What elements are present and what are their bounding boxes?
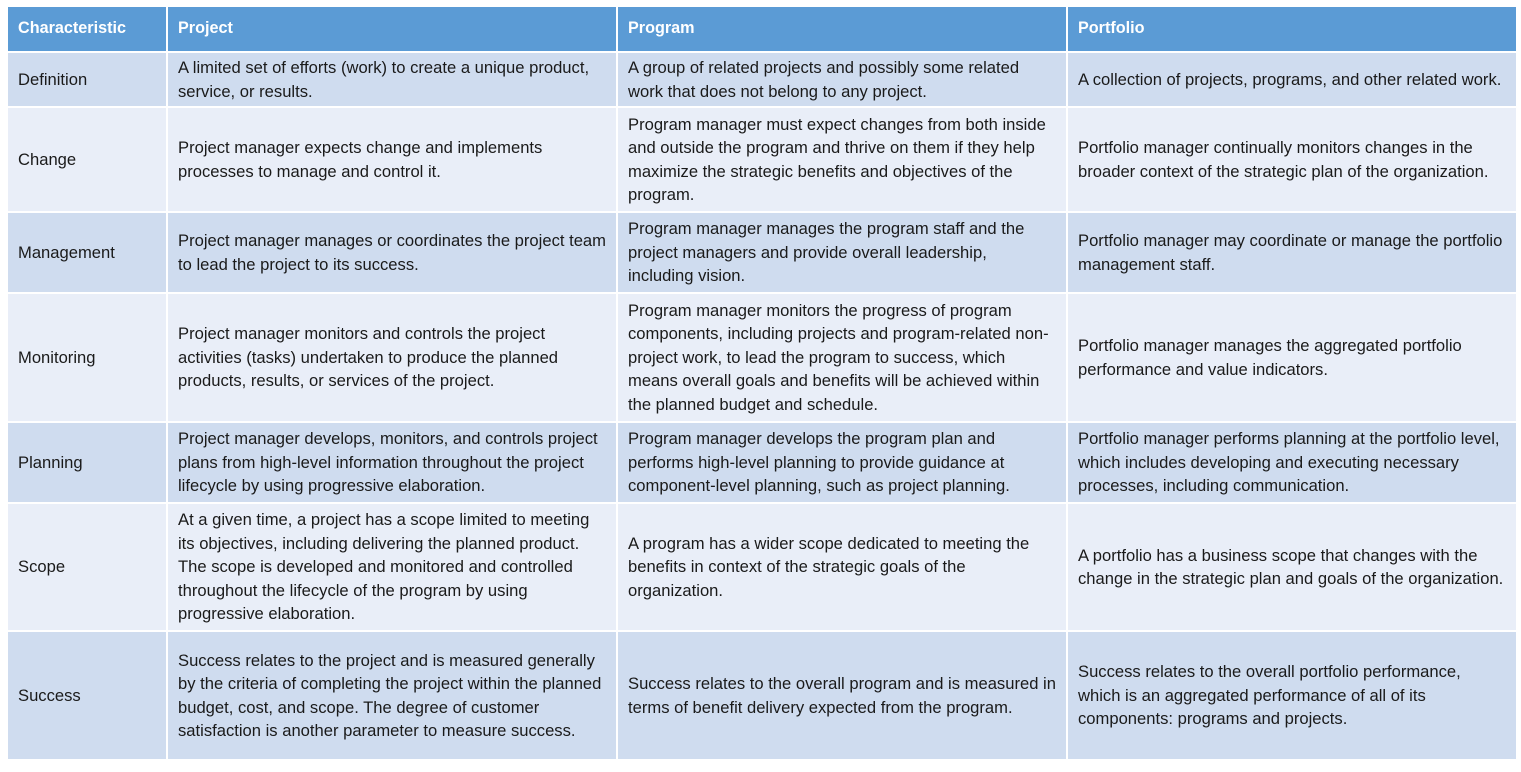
- comparison-table-container: [6, 5, 1516, 761]
- header-project: Project: [167, 6, 617, 52]
- header-portfolio: Portfolio: [1067, 6, 1517, 52]
- cell-program: Program manager develops the program plan and performs high-level planning to provide guidance at component-level planning, such as project planning.: [617, 422, 1067, 503]
- table-row-scope: [7, 503, 1517, 631]
- table-row-management: [7, 212, 1517, 293]
- table-header-row: [7, 6, 1517, 52]
- header-characteristic: Characteristic: [7, 6, 167, 52]
- cell-characteristic: Scope: [7, 503, 167, 631]
- cell-project: Project manager manages or coordinates the project team to lead the project to its success.: [167, 212, 617, 293]
- cell-portfolio: Portfolio manager performs planning at the portfolio level, which includes developing and executing necessary processes, including communication.: [1067, 422, 1517, 503]
- header-program: Program: [617, 6, 1067, 52]
- cell-project: At a given time, a project has a scope limited to meeting its objectives, including delivering the planned product. The scope is developed and monitored and controlled throughout the lifecycle of the program by using progressive elaboration.: [167, 503, 617, 631]
- cell-characteristic: Definition: [7, 52, 167, 107]
- cell-characteristic: Change: [7, 107, 167, 212]
- cell-characteristic: Success: [7, 631, 167, 760]
- cell-project: A limited set of efforts (work) to create a unique product, service, or results.: [167, 52, 617, 107]
- cell-program: A group of related projects and possibly some related work that does not belong to any project.: [617, 52, 1067, 107]
- cell-characteristic: Planning: [7, 422, 167, 503]
- table-row-definition: [7, 52, 1517, 107]
- comparison-table: [6, 5, 1518, 761]
- cell-program: Program manager manages the program staff and the project managers and provide overall leadership, including vision.: [617, 212, 1067, 293]
- cell-portfolio: A collection of projects, programs, and other related work.: [1067, 52, 1517, 107]
- cell-portfolio: A portfolio has a business scope that changes with the change in the strategic plan and goals of the organization.: [1067, 503, 1517, 631]
- cell-program: Program manager must expect changes from both inside and outside the program and thrive on them if they help maximize the strategic benefits and objectives of the program.: [617, 107, 1067, 212]
- cell-project: Project manager monitors and controls the project activities (tasks) undertaken to produce the planned products, results, or services of the project.: [167, 293, 617, 422]
- cell-project: Project manager develops, monitors, and controls project plans from high-level information throughout the project lifecycle by using progressive elaboration.: [167, 422, 617, 503]
- cell-portfolio: Success relates to the overall portfolio performance, which is an aggregated performance of all of its components: programs and projects.: [1067, 631, 1517, 760]
- cell-portfolio: Portfolio manager continually monitors changes in the broader context of the strategic plan of the organization.: [1067, 107, 1517, 212]
- cell-characteristic: Management: [7, 212, 167, 293]
- cell-program: Program manager monitors the progress of program components, including projects and program-related non-project work, to lead the program to success, which means overall goals and benefits will be achieved within the planned budget and schedule.: [617, 293, 1067, 422]
- cell-project: Project manager expects change and implements processes to manage and control it.: [167, 107, 617, 212]
- cell-program: Success relates to the overall program and is measured in terms of benefit delivery expected from the program.: [617, 631, 1067, 760]
- table-row-success: [7, 631, 1517, 760]
- table-row-planning: [7, 422, 1517, 503]
- cell-program: A program has a wider scope dedicated to meeting the benefits in context of the strategic goals of the organization.: [617, 503, 1067, 631]
- table-row-monitoring: [7, 293, 1517, 422]
- cell-portfolio: Portfolio manager manages the aggregated portfolio performance and value indicators.: [1067, 293, 1517, 422]
- table-row-change: [7, 107, 1517, 212]
- cell-characteristic: Monitoring: [7, 293, 167, 422]
- cell-project: Success relates to the project and is measured generally by the criteria of completing the project within the planned budget, cost, and scope. The degree of customer satisfaction is another parameter to measure success.: [167, 631, 617, 760]
- cell-portfolio: Portfolio manager may coordinate or manage the portfolio management staff.: [1067, 212, 1517, 293]
